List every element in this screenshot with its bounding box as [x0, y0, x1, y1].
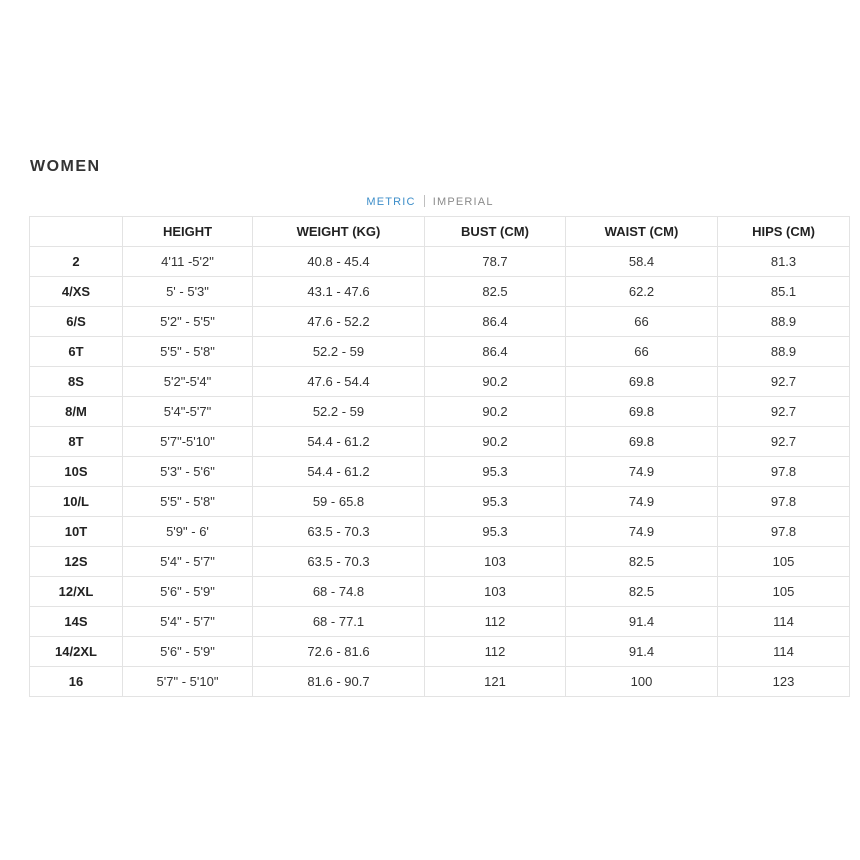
hips-cell: 92.7	[718, 367, 850, 397]
table-row	[30, 487, 850, 517]
waist-cell: 74.9	[566, 457, 718, 487]
weight-cell: 63.5 - 70.3	[253, 547, 425, 577]
waist-cell: 66	[566, 337, 718, 367]
table-row	[30, 457, 850, 487]
waist-cell: 91.4	[566, 637, 718, 667]
height-cell: 5'4"-5'7"	[123, 397, 253, 427]
waist-cell: 91.4	[566, 607, 718, 637]
bust-cell: 90.2	[425, 427, 566, 457]
section-title: WOMEN	[30, 158, 101, 175]
bust-cell: 95.3	[425, 517, 566, 547]
table-row	[30, 577, 850, 607]
hips-cell: 114	[718, 637, 850, 667]
size-cell: 8T	[30, 427, 123, 457]
weight-cell: 63.5 - 70.3	[253, 517, 425, 547]
size-cell: 8/M	[30, 397, 123, 427]
height-cell: 5'7" - 5'10"	[123, 667, 253, 697]
bust-cell: 82.5	[425, 277, 566, 307]
bust-cell: 103	[425, 547, 566, 577]
weight-cell: 52.2 - 59	[253, 337, 425, 367]
height-cell: 4'11 -5'2"	[123, 247, 253, 277]
size-cell: 6/S	[30, 307, 123, 337]
height-cell: 5'4" - 5'7"	[123, 607, 253, 637]
header-height: HEIGHT	[123, 217, 253, 247]
unit-toggle	[0, 195, 860, 208]
header-weight: WEIGHT (KG)	[253, 217, 425, 247]
weight-cell: 72.6 - 81.6	[253, 637, 425, 667]
table-row	[30, 667, 850, 697]
size-cell: 4/XS	[30, 277, 123, 307]
waist-cell: 82.5	[566, 577, 718, 607]
weight-cell: 40.8 - 45.4	[253, 247, 425, 277]
weight-cell: 47.6 - 52.2	[253, 307, 425, 337]
waist-cell: 62.2	[566, 277, 718, 307]
height-cell: 5'3" - 5'6"	[123, 457, 253, 487]
metric-toggle-button[interactable]: METRIC	[366, 196, 416, 208]
header-waist: WAIST (CM)	[566, 217, 718, 247]
hips-cell: 81.3	[718, 247, 850, 277]
hips-cell: 88.9	[718, 307, 850, 337]
table-row	[30, 367, 850, 397]
hips-cell: 88.9	[718, 337, 850, 367]
table-row	[30, 547, 850, 577]
waist-cell: 74.9	[566, 517, 718, 547]
table-row	[30, 247, 850, 277]
imperial-toggle-button[interactable]: IMPERIAL	[432, 196, 494, 208]
hips-cell: 97.8	[718, 517, 850, 547]
waist-cell: 69.8	[566, 397, 718, 427]
hips-cell: 123	[718, 667, 850, 697]
hips-cell: 85.1	[718, 277, 850, 307]
bust-cell: 86.4	[425, 337, 566, 367]
hips-cell: 92.7	[718, 427, 850, 457]
bust-cell: 95.3	[425, 457, 566, 487]
size-table	[29, 216, 850, 697]
header-bust: BUST (CM)	[425, 217, 566, 247]
weight-cell: 52.2 - 59	[253, 397, 425, 427]
weight-cell: 59 - 65.8	[253, 487, 425, 517]
table-row	[30, 397, 850, 427]
height-cell: 5' - 5'3"	[123, 277, 253, 307]
table-header-row	[30, 217, 850, 247]
weight-cell: 68 - 74.8	[253, 577, 425, 607]
size-cell: 10T	[30, 517, 123, 547]
weight-cell: 54.4 - 61.2	[253, 427, 425, 457]
hips-cell: 105	[718, 547, 850, 577]
hips-cell: 105	[718, 577, 850, 607]
bust-cell: 112	[425, 607, 566, 637]
height-cell: 5'2" - 5'5"	[123, 307, 253, 337]
waist-cell: 74.9	[566, 487, 718, 517]
hips-cell: 114	[718, 607, 850, 637]
hips-cell: 92.7	[718, 397, 850, 427]
weight-cell: 43.1 - 47.6	[253, 277, 425, 307]
table-row	[30, 307, 850, 337]
bust-cell: 112	[425, 637, 566, 667]
size-cell: 2	[30, 247, 123, 277]
waist-cell: 66	[566, 307, 718, 337]
weight-cell: 54.4 - 61.2	[253, 457, 425, 487]
header-hips: HIPS (CM)	[718, 217, 850, 247]
bust-cell: 90.2	[425, 367, 566, 397]
bust-cell: 95.3	[425, 487, 566, 517]
size-cell: 12/XL	[30, 577, 123, 607]
height-cell: 5'2"-5'4"	[123, 367, 253, 397]
size-cell: 12S	[30, 547, 123, 577]
height-cell: 5'6" - 5'9"	[123, 637, 253, 667]
waist-cell: 58.4	[566, 247, 718, 277]
height-cell: 5'5" - 5'8"	[123, 487, 253, 517]
table-row	[30, 637, 850, 667]
toggle-divider	[424, 195, 425, 207]
size-cell: 10/L	[30, 487, 123, 517]
waist-cell: 69.8	[566, 427, 718, 457]
bust-cell: 78.7	[425, 247, 566, 277]
size-cell: 8S	[30, 367, 123, 397]
weight-cell: 47.6 - 54.4	[253, 367, 425, 397]
size-cell: 6T	[30, 337, 123, 367]
bust-cell: 90.2	[425, 397, 566, 427]
height-cell: 5'9" - 6'	[123, 517, 253, 547]
table-row	[30, 607, 850, 637]
height-cell: 5'7"-5'10"	[123, 427, 253, 457]
waist-cell: 69.8	[566, 367, 718, 397]
table-body	[30, 247, 850, 697]
table-row	[30, 427, 850, 457]
height-cell: 5'5" - 5'8"	[123, 337, 253, 367]
size-cell: 14/2XL	[30, 637, 123, 667]
waist-cell: 100	[566, 667, 718, 697]
size-cell: 10S	[30, 457, 123, 487]
table-row	[30, 277, 850, 307]
bust-cell: 103	[425, 577, 566, 607]
bust-cell: 121	[425, 667, 566, 697]
size-cell: 14S	[30, 607, 123, 637]
waist-cell: 82.5	[566, 547, 718, 577]
height-cell: 5'6" - 5'9"	[123, 577, 253, 607]
table-row	[30, 337, 850, 367]
header-size	[30, 217, 123, 247]
weight-cell: 68 - 77.1	[253, 607, 425, 637]
height-cell: 5'4" - 5'7"	[123, 547, 253, 577]
bust-cell: 86.4	[425, 307, 566, 337]
hips-cell: 97.8	[718, 457, 850, 487]
weight-cell: 81.6 - 90.7	[253, 667, 425, 697]
table-row	[30, 517, 850, 547]
size-cell: 16	[30, 667, 123, 697]
hips-cell: 97.8	[718, 487, 850, 517]
